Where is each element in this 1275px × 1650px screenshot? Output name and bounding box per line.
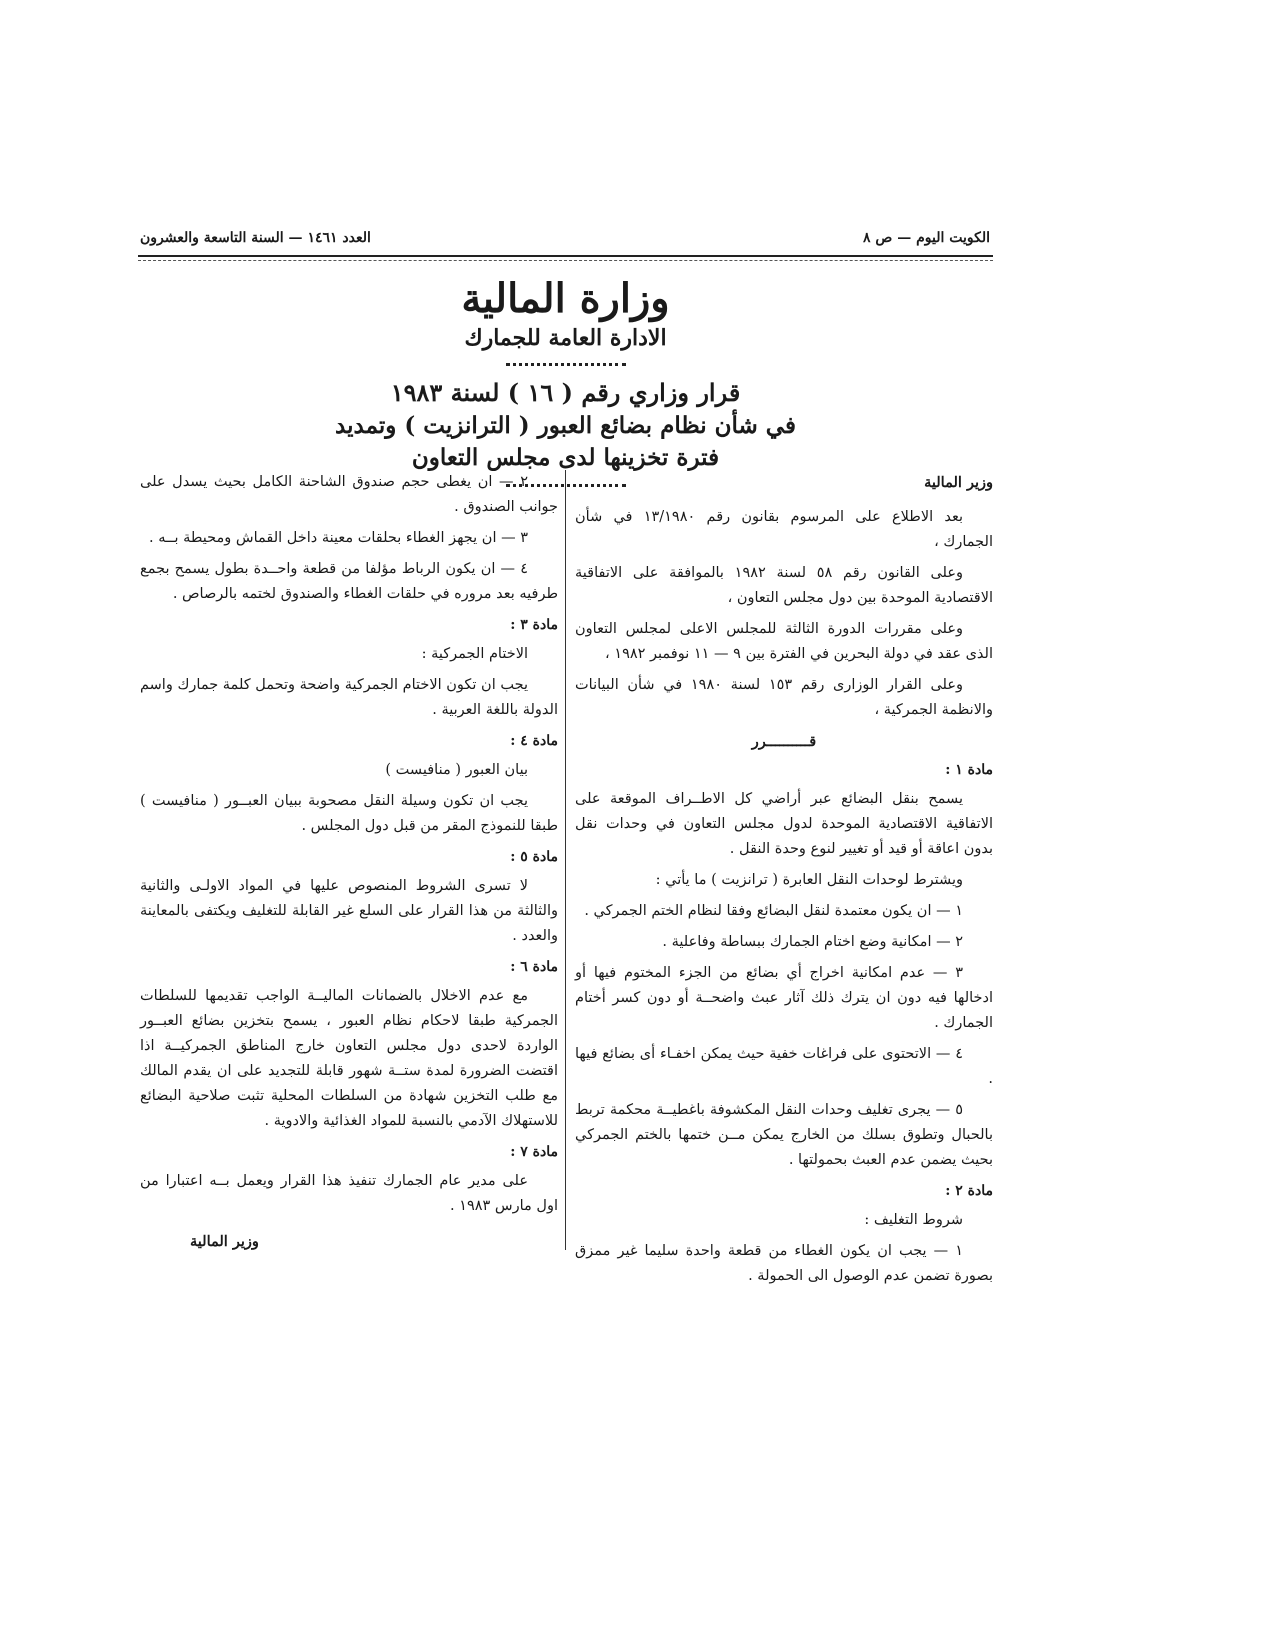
- article-1-item: ٤ — الاتحتوى على فراغات خفية حيث يمكن اخفـاء أى بضائع فيها .: [575, 1046, 993, 1087]
- article-1-item: ٢ — امكانية وضع اختام الجمارك ببساطة وفاعلية .: [662, 934, 963, 950]
- signature: وزير المالية: [190, 1233, 259, 1250]
- article-7-label: مادة ٧ :: [510, 1144, 558, 1160]
- ornament-divider: [506, 363, 626, 366]
- article-2-heading: شروط التغليف :: [864, 1212, 963, 1228]
- article-1-label: مادة ١ :: [945, 762, 993, 778]
- article-2-item: ٣ — ان يجهز الغطاء بحلقات معينة داخل القماش ومحيطة بــه .: [148, 530, 528, 546]
- preamble-paragraph: بعد الاطلاع على المرسوم بقانون رقم ١٣/١٩٨٠ في شأن الجمارك ،: [575, 509, 993, 550]
- article-2-item: ٢ — ان يغطى حجم صندوق الشاحنة الكامل بحيث يسدل على جوانب الصندوق .: [140, 474, 558, 515]
- header-issue-info: العدد ١٤٦١ — السنة التاسعة والعشرون: [140, 230, 371, 246]
- article-6-text: مع عدم الاخلال بالضمانات الماليــة الواجب تقديمها للسلطات الجمركية طبقا لاحكام نظام العبور ، يسمح بتخزين بضائع العبــور الواردة لاحدى دول مجلس التعاون خارج المناطق الجمركيــة اذا اقتضت الضرورة لمدة ستــة شهور قابلة للتجديد على ان يقدم المالك مع طلب التخزين شهادة من السلطات المحلية تثبت صلاحية البضائع للاستهلاك الآدمي بالنسبة للمواد الغذائية والادوية .: [140, 988, 558, 1129]
- decides-heading: قــــــــــرر: [751, 733, 817, 750]
- preamble-paragraph: وعلى مقررات الدورة الثالثة للمجلس الاعلى لمجلس التعاون الذى عقد في دولة البحرين في الفترة بين ٩ — ١١ نوفمبر ١٩٨٢ ،: [575, 621, 993, 662]
- left-column: [140, 470, 558, 1260]
- article-1-conditions: ويشترط لوحدات النقل العابرة ( ترانزيت ) ما يأتي :: [655, 872, 963, 888]
- header-page-ref: الكويت اليوم — ص ٨: [863, 230, 990, 246]
- running-header: [140, 218, 990, 246]
- article-7-text: على مدير عام الجمارك تنفيذ هذا القرار ويعمل بــه اعتبارا من اول مارس ١٩٨٣ .: [140, 1173, 558, 1214]
- article-1-item: ١ — ان يكون معتمدة لنقل البضائع وفقا لنظام الختم الجمركي .: [584, 903, 963, 919]
- decree-subject-line1: في شأن نظام بضائع العبور ( الترانزيت ) وتمديد: [335, 412, 796, 439]
- article-6-label: مادة ٦ :: [510, 959, 558, 975]
- article-1-item: ٥ — يجرى تغليف وحدات النقل المكشوفة باغطيــة محكمة تربط بالحبال وتطوق بسلك من الخارج يمكن مــن ختمها بالختم الجمركي بحيث يضمن عدم العبث بحمولتها .: [575, 1102, 993, 1168]
- article-5-label: مادة ٥ :: [510, 849, 558, 865]
- preamble-paragraph: وعلى القرار الوزارى رقم ١٥٣ لسنة ١٩٨٠ في شأن البيانات والانظمة الجمركية ،: [575, 677, 993, 718]
- ministry-name: وزارة المالية: [461, 275, 670, 322]
- right-column: [575, 470, 993, 1295]
- header-rule: [138, 255, 993, 257]
- article-2-label: مادة ٢ :: [945, 1183, 993, 1199]
- column-divider: [565, 470, 566, 1250]
- preamble-paragraph: وعلى القانون رقم ٥٨ لسنة ١٩٨٢ بالموافقة على الاتفاقية الاقتصادية الموحدة بين دول مجلس التعاون ،: [575, 565, 993, 606]
- article-5-text: لا تسرى الشروط المنصوص عليها في المواد الاولـى والثانية والثالثة من هذا القرار على السلع غير القابلة للتغليف ويكتفى بالمعاينة والعدد .: [140, 878, 558, 944]
- header-rule-dashed: [138, 260, 993, 261]
- article-2-item: ١ — يجب ان يكون الغطاء من قطعة واحدة سليما غير ممزق بصورة تضمن عدم الوصول الى الحمولة .: [575, 1243, 993, 1284]
- article-3-text: يجب ان تكون الاختام الجمركية واضحة وتحمل كلمة جمارك واسم الدولة باللغة العربية .: [140, 677, 558, 718]
- department-name: الادارة العامة للجمارك: [464, 325, 667, 351]
- decree-subject-line2: فترة تخزينها لدى مجلس التعاون: [411, 444, 720, 471]
- article-4-label: مادة ٤ :: [510, 733, 558, 749]
- article-3-heading: الاختام الجمركية :: [421, 646, 528, 662]
- decree-title: قرار وزاري رقم ( ١٦ ) لسنة ١٩٨٣: [390, 378, 741, 407]
- minister-heading: وزير المالية: [924, 474, 993, 491]
- article-1-text: يسمح بنقل البضائع عبر أراضي كل الاطــراف الموقعة على الاتفاقية الاقتصادية الموحدة لدول مجلس التعاون في وحدات نقل بدون اعاقة أو قيد أو تغيير لنوع وحدة النقل .: [575, 791, 993, 857]
- masthead: [138, 275, 993, 497]
- article-4-text: يجب ان تكون وسيلة النقل مصحوبة ببيان العبــور ( منافيست ) طبقا للنموذج المقر من قبل دول المجلس .: [140, 793, 558, 834]
- article-2-item: ٤ — ان يكون الرباط مؤلفا من قطعة واحــدة بطول يسمح بجمع طرفيه بعد مروره في حلقات الغطاء والصندوق لختمه بالرصاص .: [140, 561, 558, 602]
- article-4-heading: بيان العبور ( منافيست ): [385, 762, 528, 778]
- article-1-item: ٣ — عدم امكانية اخراج أي بضائع من الجزء المختوم فيها أو ادخالها فيه دون ان يترك ذلك آثار عبث واضحــة أو دون كسر أختام الجمارك .: [575, 965, 993, 1031]
- article-3-label: مادة ٣ :: [510, 617, 558, 633]
